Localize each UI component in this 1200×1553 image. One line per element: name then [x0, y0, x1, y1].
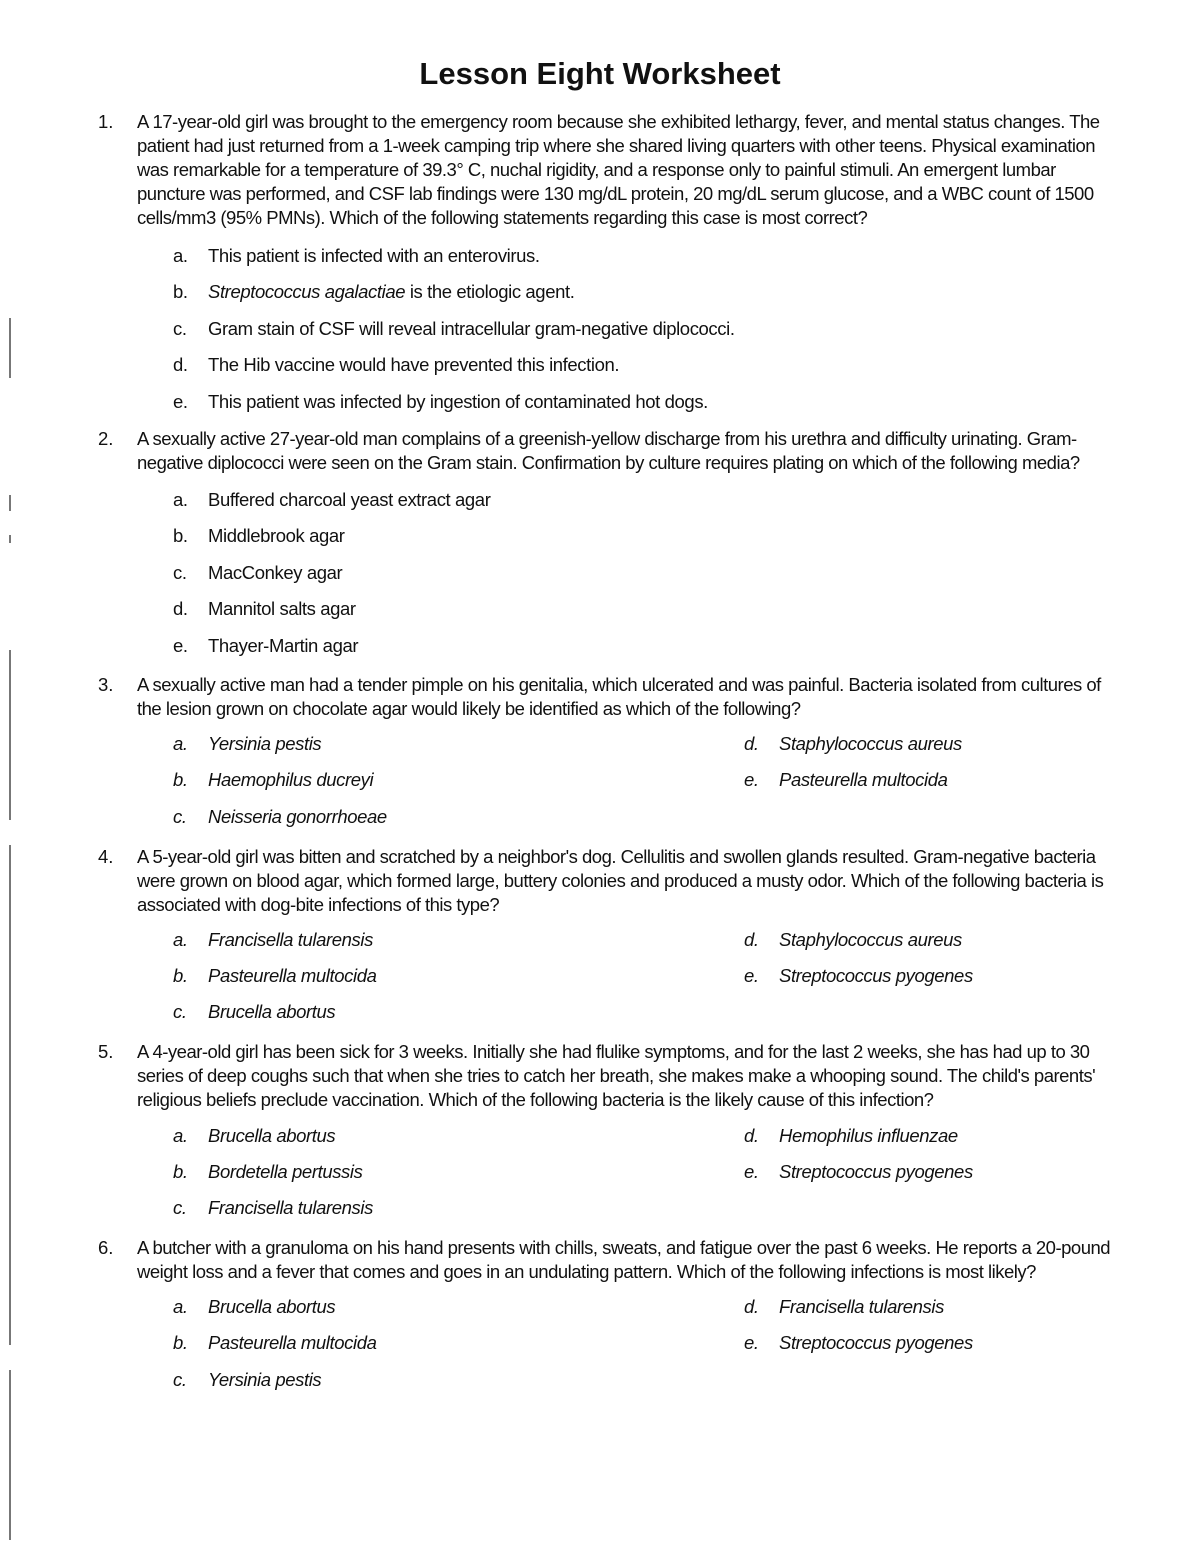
question-text: A 17-year-old girl was brought to the emergency room because she exhibited lethargy, fever, and mental status changes. The patient had just returned from a 1-week camping trip where she shared living quarters with other teens. Physical examination was remarkable for a temperature of 39.3° C, nuchal rigidity, and a response only to painful stimuli. An emergent lumbar puncture was performed, and CSF lab findings were 130 mg/dL protein, 20 mg/dL serum glucose, and a WBC count of 1500 cells/mm3 (95% PMNs). Which of the following statements regarding this case is most correct? [137, 111, 1100, 228]
question-text: A sexually active man had a tender pimple on his genitalia, which ulcerated and was painful. Bacteria isolated from cultures of the lesion grown on chocolate agar would likely be identified as which of the following? [137, 674, 1101, 719]
scan-edge-mark [9, 650, 11, 820]
scan-edge-mark [9, 495, 11, 511]
scan-edge-mark [9, 318, 11, 378]
page-title: Lesson Eight Worksheet [419, 56, 781, 91]
question-number: 4. [98, 846, 114, 867]
question-text: A 4-year-old girl has been sick for 3 weeks. Initially she had flulike symptoms, and for the last 2 weeks, she has had up to 30 series of deep coughs such that when she tries to catch her breath, she makes make a whooping sound. The child's parents' religious beliefs preclude vaccination. Which of the following bacteria is the likely cause of this infection? [137, 1041, 1096, 1110]
question-number: 1. [98, 111, 114, 132]
scan-edge-mark [9, 535, 11, 543]
question-number: 2. [98, 428, 114, 449]
scan-edge-mark [9, 1370, 11, 1540]
question-number: 5. [98, 1041, 114, 1062]
question-number: 6. [98, 1237, 114, 1258]
scan-edge-mark [9, 845, 11, 1345]
question-text: A sexually active 27-year-old man complains of a greenish-yellow discharge from his urethra and difficulty urinating. Gram- negative diplococci were seen on the Gram stain. Confirmation by culture requires plating on which of the following media? [137, 428, 1080, 473]
question-number: 3. [98, 674, 114, 695]
question-text: A butcher with a granuloma on his hand presents with chills, sweats, and fatigue over the past 6 weeks. He reports a 20-pound weight loss and a fever that comes and goes in an undulating pattern. Which of the following infections is most likely? [137, 1237, 1111, 1282]
question-text: A 5-year-old girl was bitten and scratched by a neighbor's dog. Cellulitis and swollen glands resulted. Gram-negative bacteria were grown on blood agar, which formed large, buttery colonies and produced a musty odor. Which of the following bacteria is associated with dog-bite infections of this type? [137, 846, 1104, 915]
